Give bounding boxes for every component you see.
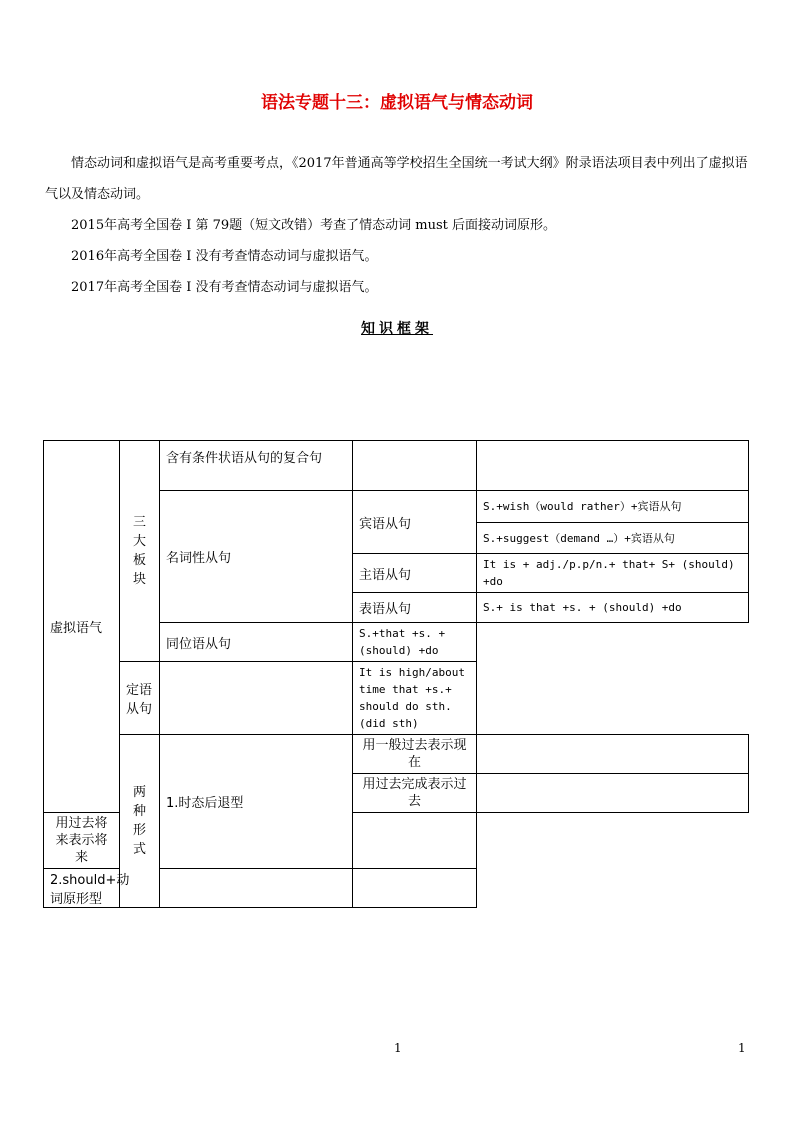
noun-clause-cell: 名词性从句 — [160, 491, 353, 623]
intro-paragraph-2: 2015年高考全国卷 I 第 79题（短文改错）考查了情态动词 must 后面接动词原形。 — [71, 218, 557, 233]
predicative-clause-row: S.+ is that +s. + (should) +do — [477, 593, 749, 623]
empty-cell — [477, 774, 749, 813]
group-three-blocks: 三 大 板 块 — [120, 441, 160, 662]
empty-cell — [160, 662, 353, 735]
intro-paragraph-4: 2017年高考全国卷 I 没有考查情态动词与虚拟语气。 — [71, 280, 378, 295]
tense-backshift-row-3: 用过去将来表示将来 — [44, 813, 120, 869]
tense-backshift-cell: 1.时态后退型 — [160, 735, 353, 869]
page-number-right: 1 — [738, 1041, 746, 1055]
empty-cell — [353, 441, 477, 491]
page-number-left: 1 — [394, 1041, 402, 1055]
knowledge-framework-table — [43, 440, 749, 908]
subject-clause-row: It is + adj./p.p/n.+ that+ S+ (should) +do — [477, 554, 749, 593]
root-cell: 虚拟语气 — [44, 441, 120, 813]
appositive-clause-row: S.+that +s. +(should) +do — [353, 623, 477, 662]
conditional-sentence-cell: 含有条件状语从句的复合句 — [160, 441, 353, 491]
should-form-cell: 2.should+动词原形型 — [44, 869, 120, 908]
empty-cell — [353, 813, 477, 869]
object-clause-cell: 宾语从句 — [353, 491, 477, 554]
empty-cell — [353, 869, 477, 908]
object-clause-row-2: S.+suggest（demand …）+宾语从句 — [477, 523, 749, 554]
subject-clause-cell: 主语从句 — [353, 554, 477, 593]
empty-cell — [477, 441, 749, 491]
document-title: 语法专题十三：虚拟语气与情态动词 — [261, 93, 533, 113]
attributive-clause-row: It is high/about time that +s.+ should do sth.(did sth) — [353, 662, 477, 735]
appositive-clause-cell: 同位语从句 — [160, 623, 353, 662]
intro-paragraph-1: 情态动词和虚拟语气是高考重要考点，《2017年普通高等学校招生全国统一考试大纲》附录语法项目表中列出了虚拟语气以及情态动词。 — [45, 156, 748, 202]
object-clause-row-1: S.+wish（would rather）+宾语从句 — [477, 491, 749, 523]
attributive-clause-cell: 定语从句 — [120, 662, 160, 735]
tense-backshift-row-2: 用过去完成表示过去 — [353, 774, 477, 813]
tense-backshift-row-1: 用一般过去表示现在 — [353, 735, 477, 774]
empty-cell — [160, 869, 353, 908]
empty-cell — [477, 735, 749, 774]
group-two-forms: 两 种 形 式 — [120, 735, 160, 908]
intro-paragraph-3: 2016年高考全国卷 I 没有考查情态动词与虚拟语气。 — [71, 249, 378, 264]
section-title: 知识框架 — [361, 321, 433, 337]
predicative-clause-cell: 表语从句 — [353, 593, 477, 623]
